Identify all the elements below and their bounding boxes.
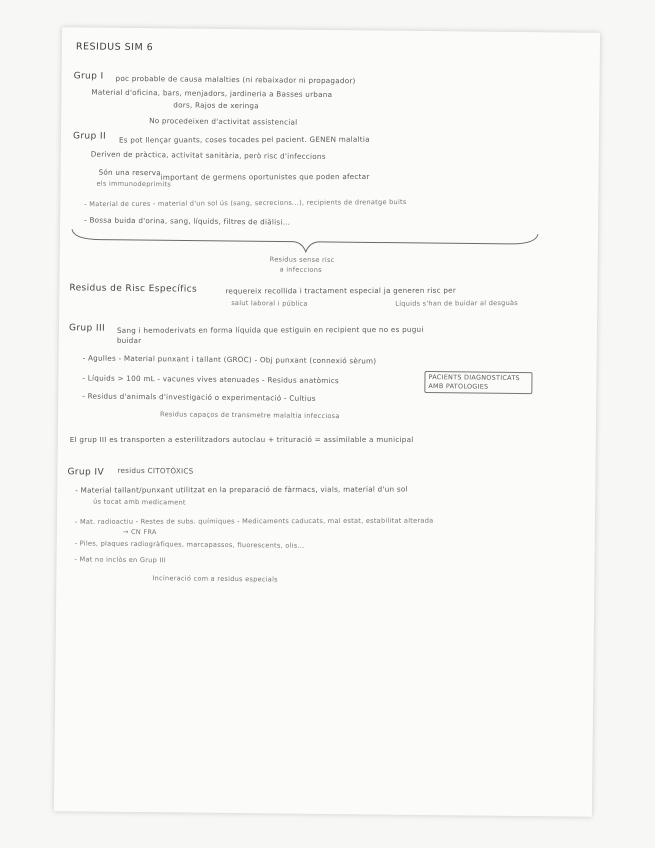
grup2-heading: Grup II xyxy=(72,131,107,142)
grup3-line2: buidar xyxy=(116,335,142,346)
grup4-line4: → CN FRA xyxy=(122,527,157,537)
grup1-heading: Grup I xyxy=(73,71,104,82)
grup2-line6: - Bossa buida d'orina, sang, líquids, filtres de diàlisi... xyxy=(84,215,291,227)
grup1-line3: dors, Rajos de xeringa xyxy=(173,100,259,111)
grup3-heading: Grup III xyxy=(68,323,106,334)
grup1-line4: No procedeixen d'activitat assistencial xyxy=(149,116,298,127)
brace-note-1: Residus sense risc xyxy=(269,255,335,265)
grup4-line6: - Mat no inclòs en Grup III xyxy=(74,555,167,565)
especifics-heading: Residus de Risc Específics xyxy=(69,283,198,295)
grup3-line3: - Agulles - Material punxant i tallant (GROC) - Obj punxant (connexió sèrum) xyxy=(82,353,377,366)
brace-note-2: a infeccions xyxy=(279,265,322,274)
grup2-line2: Deriven de pràctica, activitat sanitària, però risc d'infeccions xyxy=(90,149,326,161)
grup4-line7: Incineració com a residus especials xyxy=(152,574,278,584)
grup3-line6: Residus capaços de transmetre malaltia infecciosa xyxy=(160,410,340,421)
grup3-line5: - Residus d'animals d'investigació o experimentació - Cultius xyxy=(82,391,316,403)
grup2-line1: Es pot llençar guants, coses tocades pel pacient. GENEN malaltia xyxy=(118,134,370,145)
curly-brace xyxy=(70,227,540,258)
especifics-line2: salut laboral i pública xyxy=(231,298,308,308)
grup2-line5: - Material de cures - material d'un sol ús (sang, secrecions...), recipients de drenatge buits xyxy=(84,198,407,209)
pacients-box: PACIENTS DIAGNOSTICATS AMB PATOLOGIES xyxy=(424,371,532,394)
grup4-heading: Grup IV xyxy=(67,467,105,478)
especifics-line1: requereix recollida i tractament especial ja generen risc per xyxy=(225,285,457,296)
page-title: RESIDUS SIM 6 xyxy=(75,41,154,54)
grup4-line2: ús tocat amb medicament xyxy=(93,497,186,507)
grup4-line1: - Material tallant/punxant utilitzat en la preparació de fàrmacs, vials, material d'un sol xyxy=(75,484,408,495)
grup3-line4: - Líquids > 100 mL - vacunes vives atenuades - Residus anatòmics xyxy=(82,373,339,386)
grup2-line3b: important de germens oportunistes que poden afectar xyxy=(160,171,370,182)
grup1-line1: poc probable de causa malalties (ni rebaixador ni propagador) xyxy=(115,73,356,86)
grup4-heading-note: residus CITOTÒXICS xyxy=(117,465,194,476)
grup2-line4: els immunodeprimits xyxy=(96,179,172,189)
especifics-line3: Líquids s'han de buidar al desguàs xyxy=(395,298,518,308)
grup4-line3: - Mat. radioactiu - Restes de subs. químiques - Medicaments caducats, mal estat, estabilitat alterada xyxy=(74,516,434,526)
grup1-line2: Material d'oficina, bars, menjadors, jardineria a Basses urbana xyxy=(91,87,333,100)
notebook-page xyxy=(54,27,600,817)
grup2-line3: Són una reserva xyxy=(98,167,162,178)
grup3-line1: Sang i hemoderivats en forma líquida que estiguin en recipient que no es pugui xyxy=(116,324,424,335)
grup3-line7: El grup III es transporten a esterilitzadors autoclau + trituració = assimilable a municipal xyxy=(69,435,414,445)
grup4-line5: - Piles, plaques radiogràfiques, marcapassos, fluorescents, olis... xyxy=(74,539,305,550)
